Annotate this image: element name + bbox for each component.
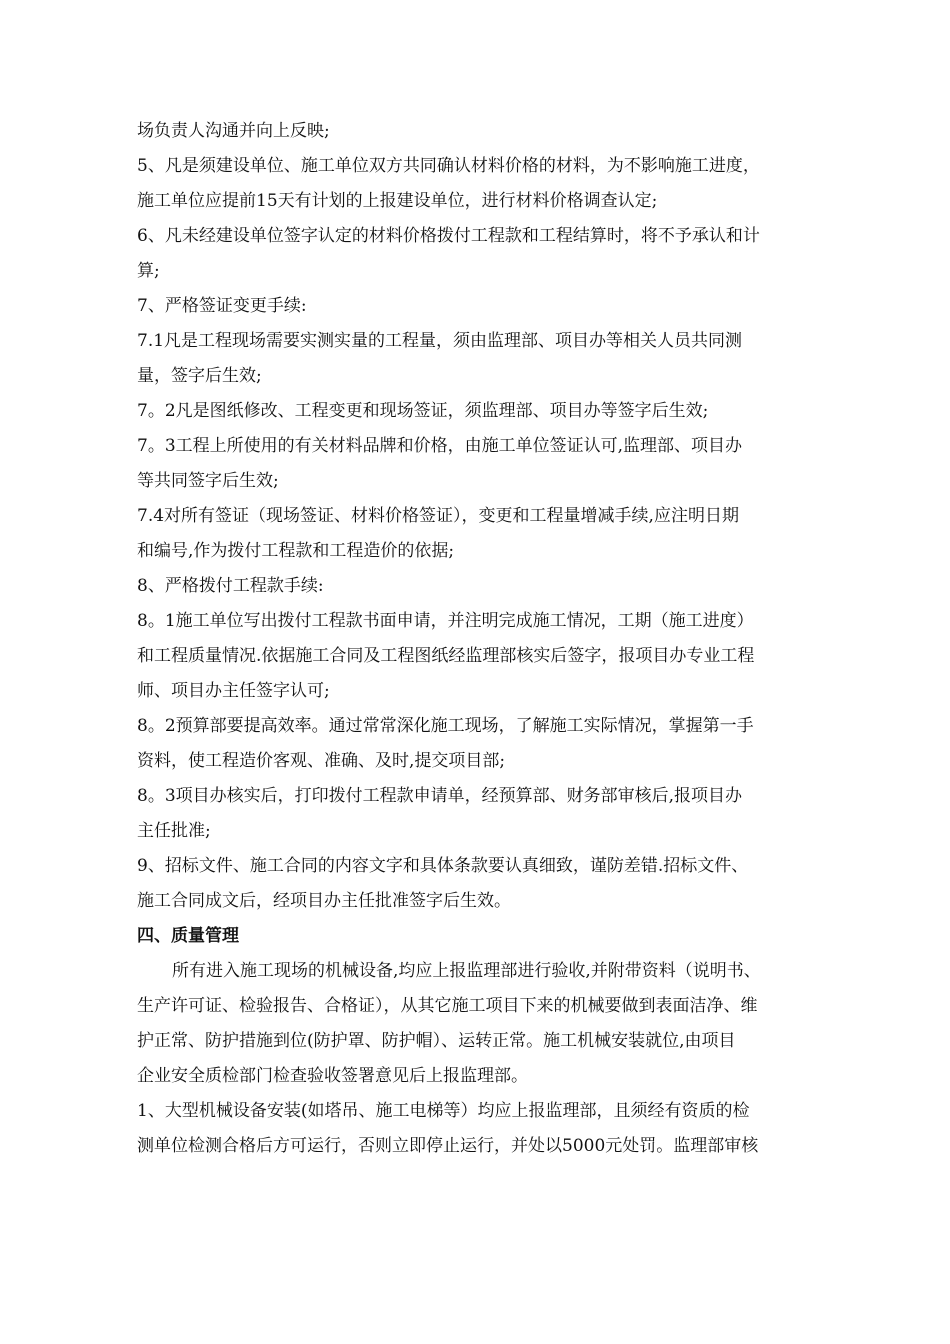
text-line: 所有进入施工现场的机械设备,均应上报监理部进行验收,并附带资料（说明书、 <box>172 961 761 981</box>
text-line: 8。1施工单位写出拨付工程款书面申请，并注明完成施工情况，工期（施工进度） <box>137 611 754 631</box>
text-line: 施工合同成文后，经项目办主任批准签字后生效。 <box>137 891 511 911</box>
text-line: 9、招标文件、施工合同的内容文字和具体条款要认真细致，谨防差错.招标文件、 <box>137 856 749 876</box>
text-line: 资料，使工程造价客观、准确、及时,提交项目部; <box>137 751 506 771</box>
text-line: 护正常、防护措施到位(防护罩、防护帽）、运转正常。施工机械安装就位,由项目 <box>137 1031 736 1051</box>
text-line: 8。3项目办核实后，打印拨付工程款申请单，经预算部、财务部审核后,报项目办 <box>137 786 743 806</box>
text-line: 8。2预算部要提高效率。通过常常深化施工现场，了解施工实际情况，掌握第一手 <box>137 716 754 736</box>
document-body <box>137 114 837 1164</box>
text-line: 7。2凡是图纸修改、工程变更和现场签证，须监理部、项目办等签字后生效; <box>137 401 709 421</box>
text-line: 企业安全质检部门检查验收签署意见后上报监理部。 <box>137 1066 528 1086</box>
text-line: 7.1凡是工程现场需要实测实量的工程量，须由监理部、项目办等相关人员共同测 <box>137 331 743 351</box>
text-line: 5、凡是须建设单位、施工单位双方共同确认材料价格的材料，为不影响施工进度， <box>137 156 760 176</box>
text-line: 1、大型机械设备安装(如塔吊、施工电梯等）均应上报监理部，且须经有资质的检 <box>137 1101 750 1121</box>
text-line: 7、严格签证变更手续: <box>137 296 307 316</box>
text-line: 师、项目办主任签字认可; <box>137 681 330 701</box>
text-line: 和工程质量情况.依据施工合同及工程图纸经监理部核实后签字，报项目办专业工程 <box>137 646 755 666</box>
text-line: 8、严格拨付工程款手续: <box>137 576 324 596</box>
text-line: 7.4对所有签证（现场签证、材料价格签证），变更和工程量增减手续,应注明日期 <box>137 506 739 526</box>
text-line: 施工单位应提前15天有计划的上报建设单位，进行材料价格调查认定; <box>137 191 658 211</box>
text-line: 7。3工程上所使用的有关材料品牌和价格，由施工单位签证认可,监理部、项目办 <box>137 436 743 456</box>
text-line: 场负责人沟通并向上反映; <box>137 121 330 141</box>
text-line: 等共同签字后生效; <box>137 471 279 491</box>
text-line: 测单位检测合格后方可运行，否则立即停止运行，并处以5000元处罚。监理部审核 <box>137 1136 759 1156</box>
text-line: 算; <box>137 261 160 281</box>
section-heading: 四、质量管理 <box>137 926 239 946</box>
text-line: 和编号,作为拨付工程款和工程造价的依据; <box>137 541 455 561</box>
text-line: 生产许可证、检验报告、合格证），从其它施工项目下来的机械要做到表面洁净、维 <box>137 996 758 1016</box>
text-line: 主任批准; <box>137 821 211 841</box>
text-line: 量，签字后生效; <box>137 366 262 386</box>
text-line: 6、凡未经建设单位签字认定的材料价格拨付工程款和工程结算时，将不予承认和计 <box>137 226 760 246</box>
